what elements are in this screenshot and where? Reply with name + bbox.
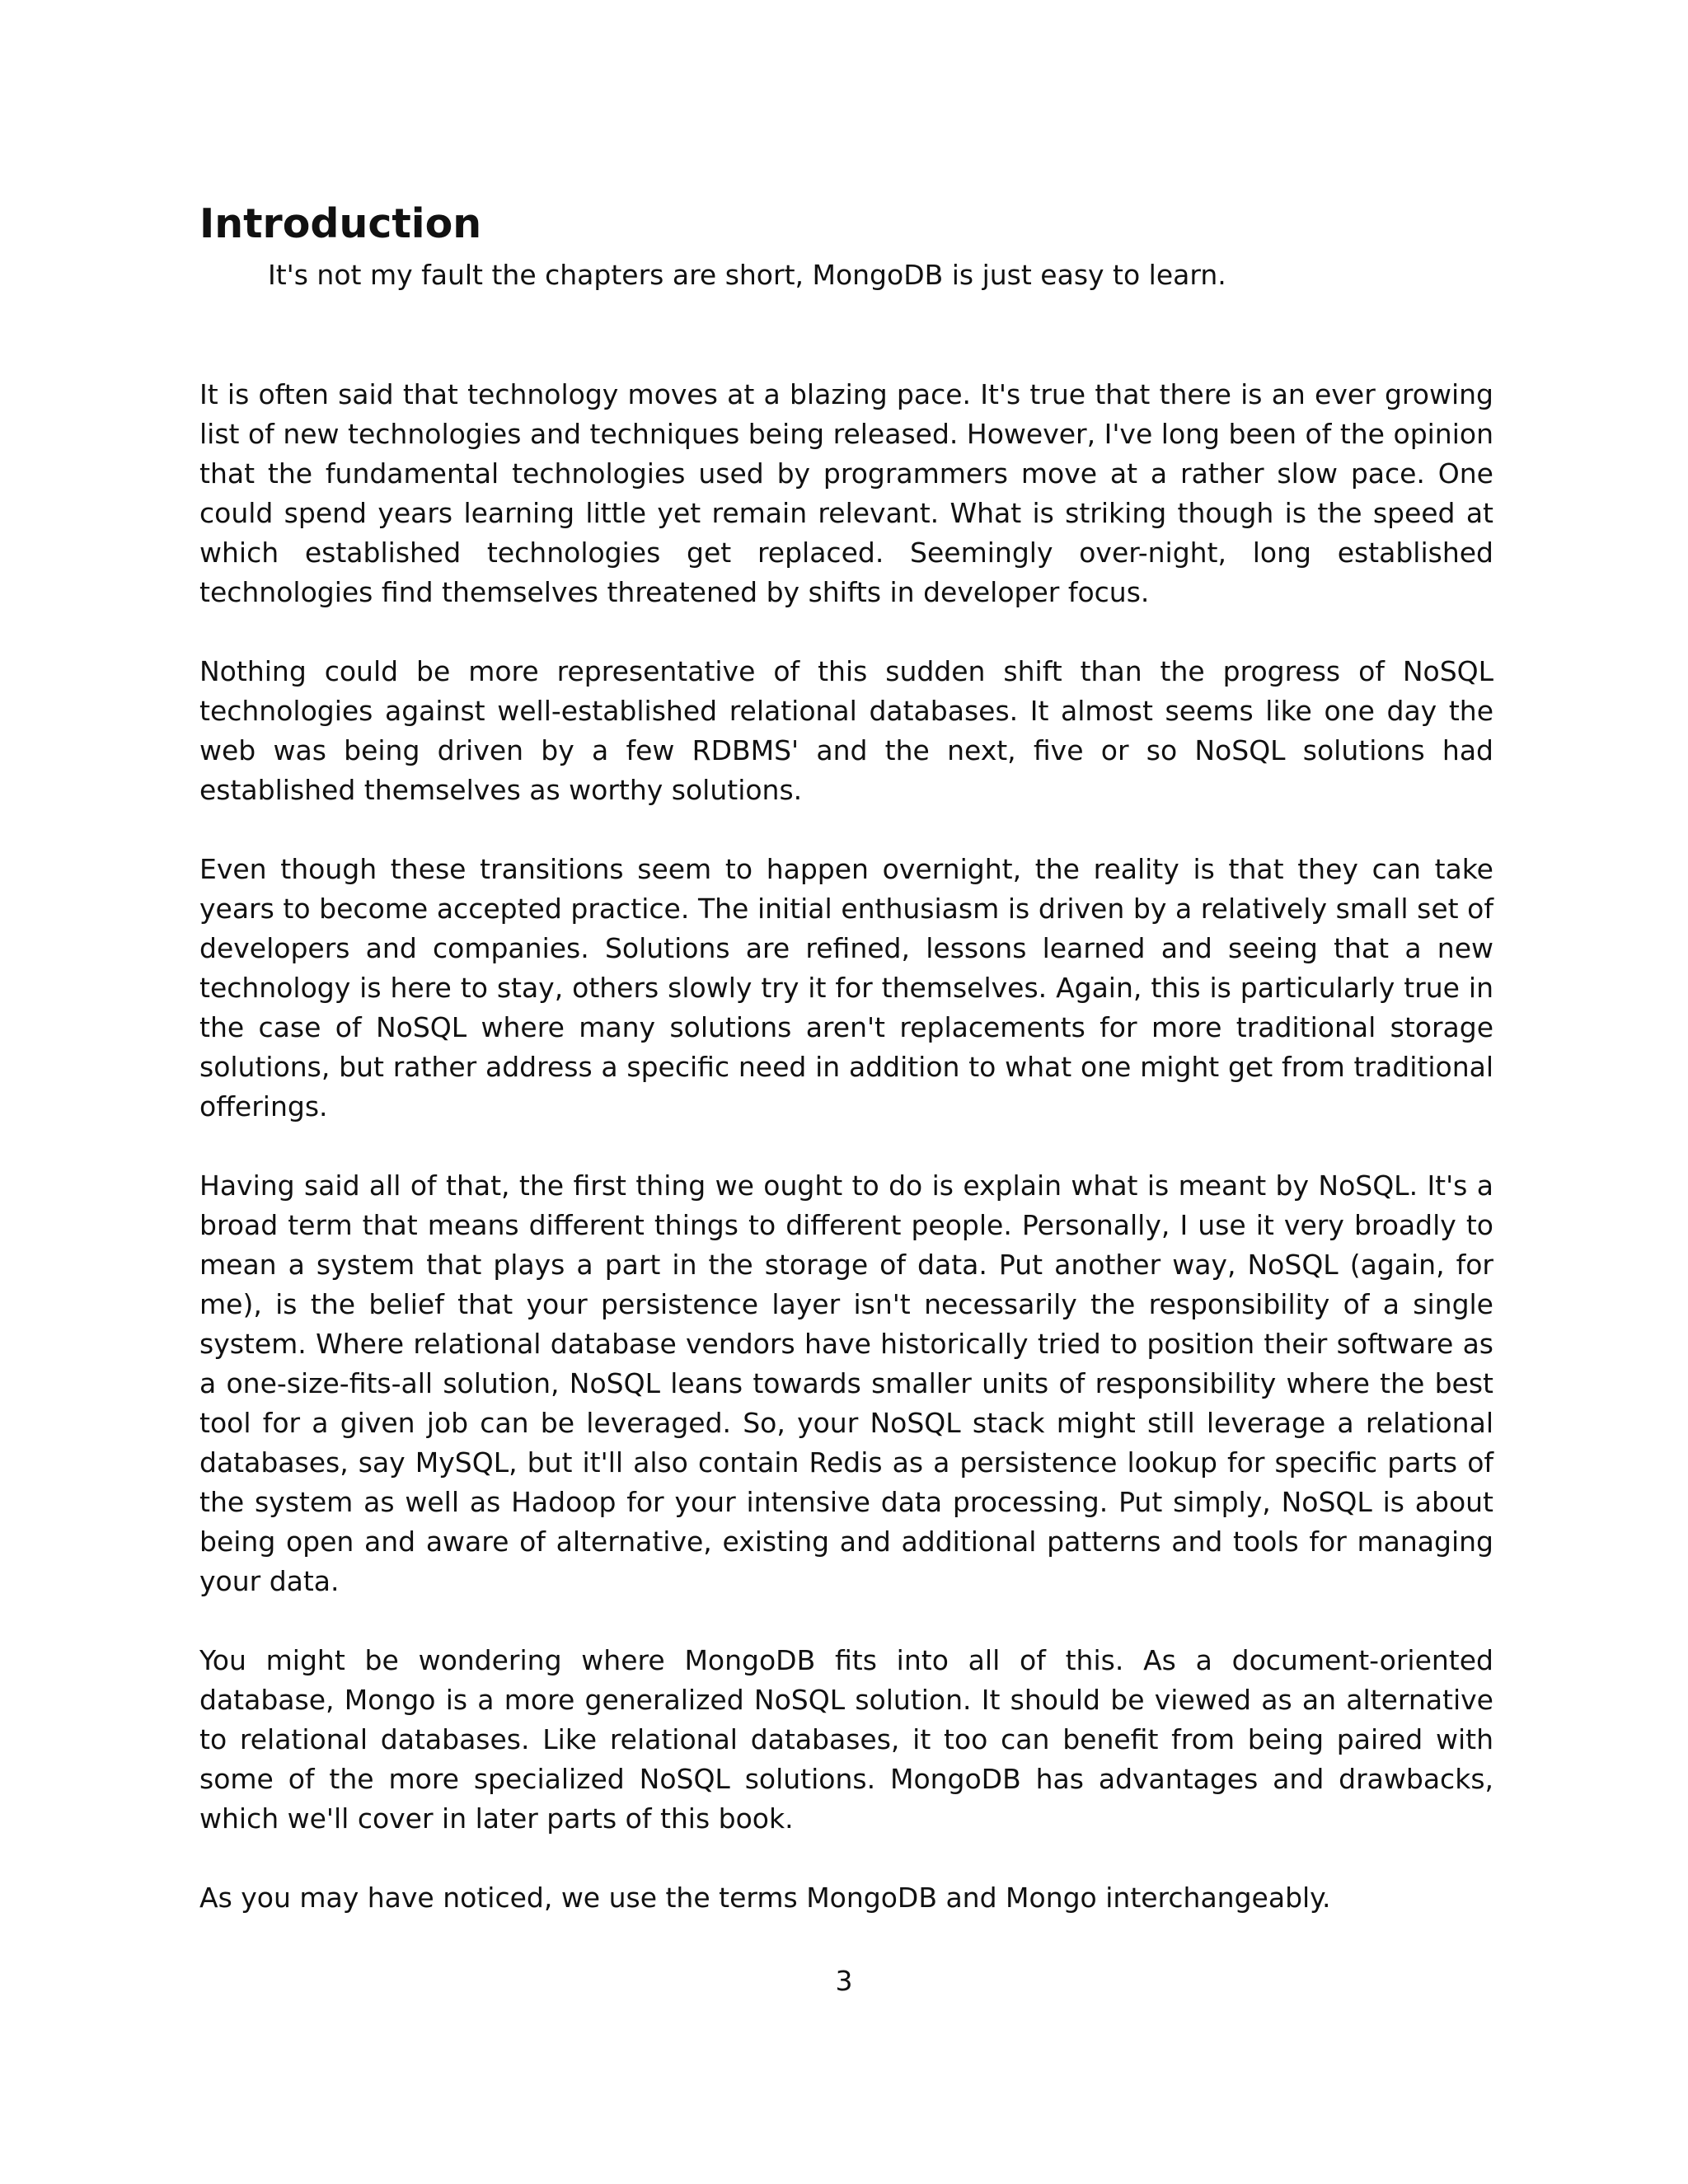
paragraph: Nothing could be more representative of this sudden shift than the progress of NoSQL technologies against well-established relational databases. It almost seems like one day the web was being driven by a few RDBMS' and the next, five or so NoSQL solutions had established themselves as worthy solutions. — [199, 655, 1493, 806]
chapter-heading: Introduction — [199, 200, 482, 247]
paragraph: As you may have noticed, we use the terms MongoDB and Mongo interchangeably. — [199, 1882, 1331, 1914]
paragraph: It is often said that technology moves at a blazing pace. It's true that there is an ever growing list of new technologies and techniques being released. However, I've long been of the opinion that the fundamental technologies used by programmers move at a rather slow pace. One could spend years learning little yet remain relevant. What is striking though is the speed at which established technologies get replaced. Seemingly over-night, long established technologies find themselves threatened by shifts in developer focus. — [199, 378, 1493, 608]
paragraph: You might be wondering where MongoDB fits into all of this. As a document-oriented database, Mongo is a more generalized NoSQL solution. It should be viewed as an alternative to relational databases. Like relational databases, it too can benefit from being paired with some of the more specialized NoSQL solutions. MongoDB has advantages and drawbacks, which we'll cover in later parts of this book. — [199, 1644, 1493, 1835]
chapter-epigraph: It's not my fault the chapters are short, MongoDB is just easy to learn. — [268, 259, 1226, 291]
body-text — [199, 375, 1493, 1957]
page-number: 3 — [835, 1965, 853, 1997]
paragraph: Even though these transitions seem to happen overnight, the reality is that they can take years to become accepted practice. The initial enthusiasm is driven by a relatively small set of developers and companies. Solutions are refined, lessons learned and seeing that a new technology is here to stay, others slowly try it for themselves. Again, this is particularly true in the case of NoSQL where many solutions aren't replacements for more traditional storage solutions, but rather address a specific need in addition to what one might get from traditional offerings. — [199, 853, 1493, 1122]
paragraph: Having said all of that, the first thing we ought to do is explain what is meant by NoSQL. It's a broad term that means different things to different people. Personally, I use it very broadly to mean a system that plays a part in the storage of data. Put another way, NoSQL (again, for me), is the belief that your persistence layer isn't necessarily the responsibility of a single system. Where relational database vendors have historically tried to position their software as a one-size-fits-all solution, NoSQL leans towards smaller units of responsibility where the best tool for a given job can be leveraged. So, your NoSQL stack might still leverage a relational databases, say MySQL, but it'll also contain Redis as a persistence lookup for specific parts of the system as well as Hadoop for your intensive data processing. Put simply, NoSQL is about being open and aware of alternative, existing and additional patterns and tools for managing your data. — [199, 1169, 1493, 1597]
